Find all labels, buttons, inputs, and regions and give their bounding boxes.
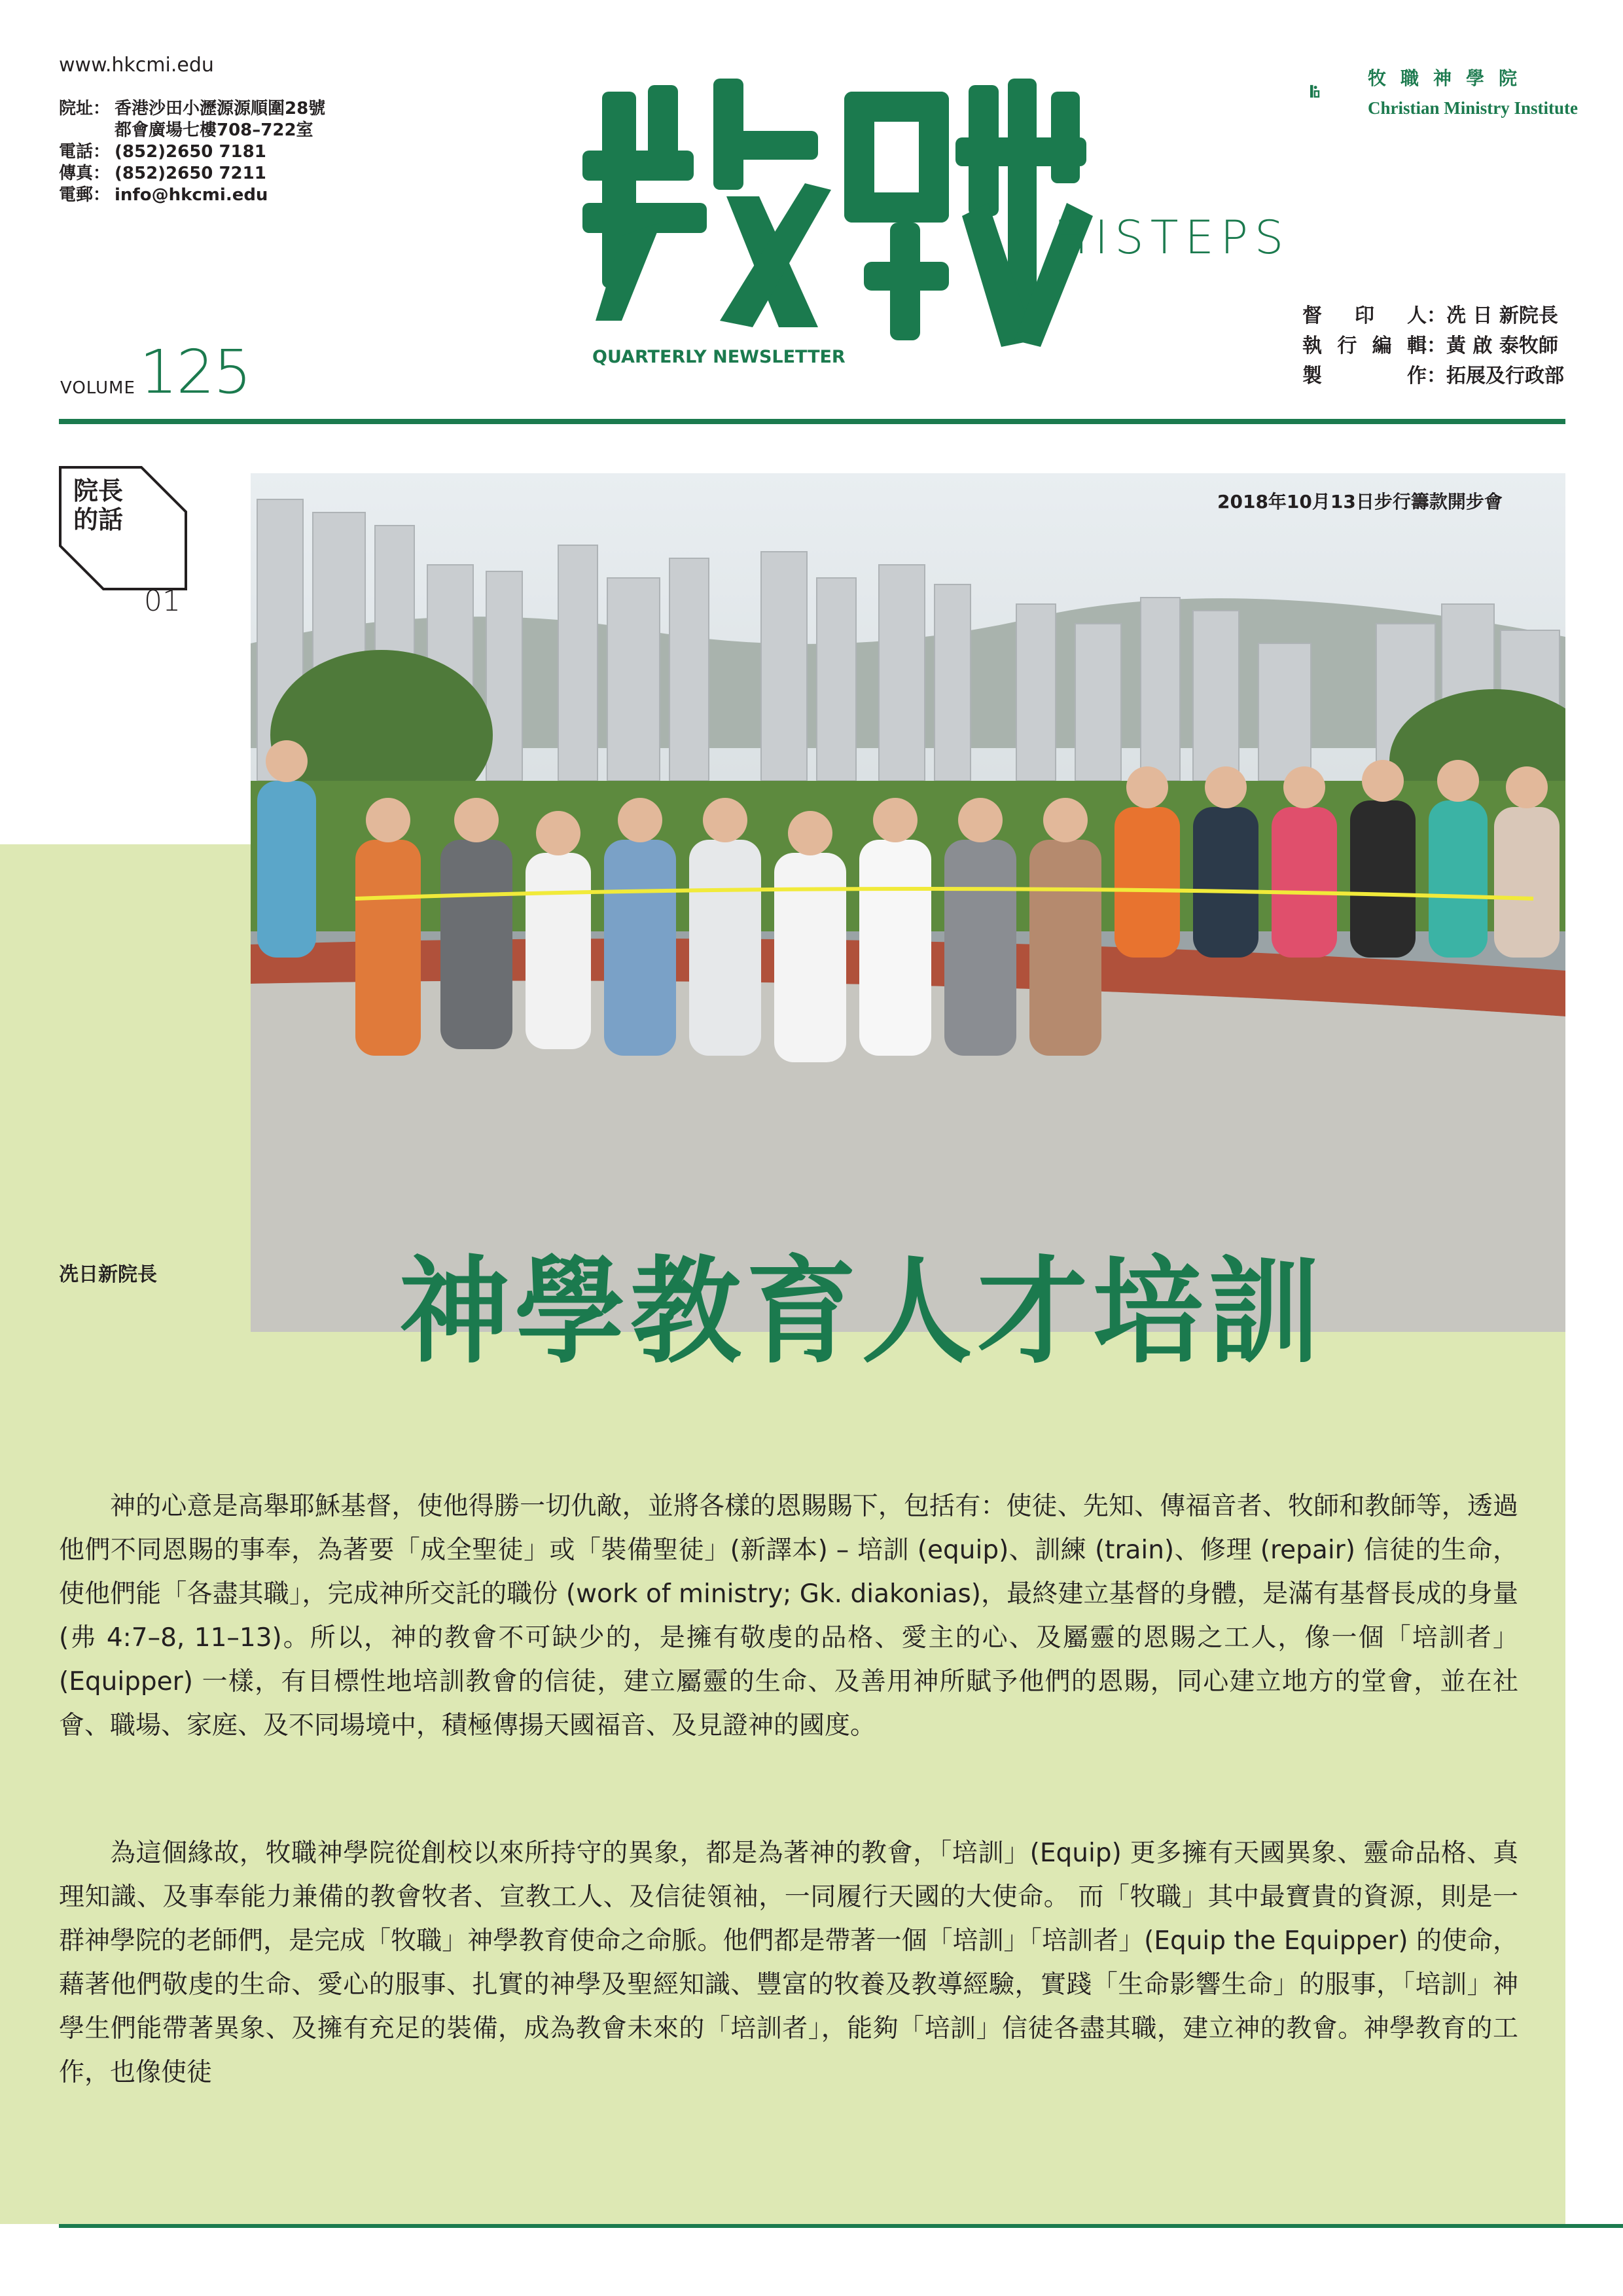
credit-label: 執行編輯 <box>1302 334 1427 357</box>
article-paragraph-2 <box>59 1831 1518 2094</box>
credit-value: 黃 啟 泰牧師 <box>1446 334 1558 357</box>
masthead-english-title: HISTEPS <box>1054 211 1291 264</box>
event-photo-image <box>251 473 1565 1332</box>
email-row <box>59 185 325 206</box>
credit-publisher: 督印人 ： 冼 日 新院長 <box>1302 301 1564 331</box>
institute-name-chinese: 牧職神學院 <box>1368 67 1532 89</box>
phone-label: 電話： <box>59 142 111 162</box>
phone-value: (852)2650 7181 <box>115 142 266 162</box>
address-label: 院址： <box>59 99 111 118</box>
contact-block <box>59 98 325 206</box>
address-value-2: 都會廣場七樓708–722室 <box>115 120 313 140</box>
author-name: 冼日新院長 <box>59 1263 157 1286</box>
article-paragraph-1 <box>59 1484 1518 1748</box>
address-label-2 <box>59 120 115 141</box>
credit-production: 製作 ： 拓展及行政部 <box>1302 361 1564 391</box>
page-number: 01 <box>144 584 181 618</box>
fax-value: (852)2650 7211 <box>115 164 266 183</box>
website-url[interactable]: www.hkcmi.edu <box>59 54 214 77</box>
volume-label: VOLUME <box>60 378 135 398</box>
fax-label: 傳真： <box>59 164 111 183</box>
email-value[interactable]: info@hkcmi.edu <box>115 185 268 205</box>
address-value: 香港沙田小瀝源源順圍28號 <box>115 99 326 118</box>
credit-value: 拓展及行政部 <box>1446 365 1564 387</box>
section-badge-line1: 院長 <box>73 476 124 505</box>
credit-editor: 執行編輯 ： 黃 啟 泰牧師 <box>1302 331 1564 361</box>
fax-row <box>59 163 325 185</box>
credit-value: 冼 日 新院長 <box>1446 304 1558 327</box>
volume-number: 125 <box>139 337 251 407</box>
credit-label: 製作 <box>1302 365 1427 387</box>
address-row-2 <box>59 120 325 141</box>
institute-name-english: Christian Ministry Institute <box>1368 98 1578 118</box>
photo-caption: 2018年10月13日步行籌款開步會 <box>1217 491 1503 512</box>
masthead-subtitle: QUARTERLY NEWSLETTER <box>592 347 846 367</box>
event-photo <box>251 473 1565 1332</box>
section-badge-line2: 的話 <box>73 505 124 534</box>
address-row <box>59 98 325 120</box>
paragraph-text: 為這個緣故，牧職神學院從創校以來所持守的異象，都是為著神的教會，「培訓」(Equip) 更多擁有天國異象、靈命品格、真理知識、及事奉能力兼備的教會牧者、宣教工人、及信徒領袖，一同履行天國的大使命。 而「牧職」其中最寶貴的資源，則是一群神學院的老師們，是完成「牧職」神學教育使命之命脈。他們都是帶著一個「培訓」「培訓者」(Equip the Equipper) 的使命，藉著他們敬虔的生命、愛心的服事、扎實的神學及聖經知識、豐富的牧養及教導經驗，實踐「生命影響生命」的服事，「培訓」神學生們能帶著異象、及擁有充足的裝備，成為教會未來的「培訓者」，能夠「培訓」信徒各盡其職，建立神的教會。神學教育的工作，也像使徒 <box>59 1839 1518 2087</box>
credit-label: 督印人 <box>1302 304 1427 327</box>
email-label: 電郵： <box>59 185 111 205</box>
section-badge-label <box>73 476 123 534</box>
footer-divider <box>59 2224 1623 2228</box>
header-divider <box>59 419 1565 424</box>
institute-logo-icon <box>1310 60 1363 122</box>
phone-row <box>59 141 325 163</box>
credits-block <box>1302 301 1564 391</box>
article-headline: 神學教育人才培訓 <box>399 1245 1325 1379</box>
paragraph-text: 神的心意是高舉耶穌基督，使他得勝一切仇敵，並將各樣的恩賜賜下，包括有：使徒、先知、傳福音者、牧師和教師等，透過他們不同恩賜的事奉，為著要「成全聖徒」或「裝備聖徒」(新譯本) – 培訓 (equip)、訓練 (train)、修理 (repair) 信徒的生命，使他們能「各盡其職」，完成神所交託的職份 (work of ministry; Gk. diakonias)，最終建立基督的身體，是滿有基督長成的身量 (弗 4:7–8, 11–13)。所以，神的教會不可缺少的，是擁有敬虔的品格、愛主的心、及屬靈的恩賜之工人，像一個「培訓者」(Equipper) 一樣，有目標性地培訓教會的信徒，建立屬靈的生命、及善用神所賦予他們的恩賜，同心建立地方的堂會，並在社會、職場、家庭、及不同場境中，積極傳揚天國福音、及見證神的國度。 <box>59 1492 1518 1740</box>
